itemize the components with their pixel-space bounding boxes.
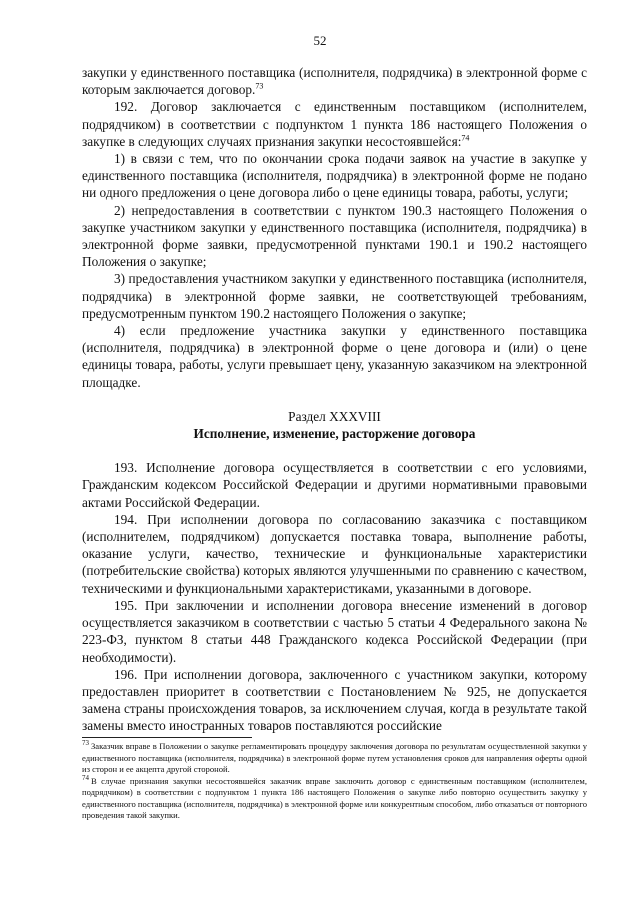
- footnote-74-number: 74: [82, 773, 89, 782]
- clause-192-item-1: 1) в связи с тем, что по окончании срока подачи заявок на участие в закупке у единственного поставщика (исполнителя, подрядчика) в электронной форме не подано ни одного предложения о цене договора либо о цене единицы товара, работы, услуги;: [82, 151, 587, 201]
- clause-195: 195. При заключении и исполнении договора внесение изменений в договор осуществляется заказчиком в соответствии с частью 5 статьи 4 Федерального закона № 223-ФЗ, пунктом 8 статьи 448 Гражданского кодекса Российской Федерации (при необходимости).: [82, 597, 587, 665]
- document-body: [82, 64, 587, 735]
- clause-192: [82, 98, 587, 150]
- footnote-ref-74: 74: [461, 133, 470, 143]
- section-heading: [82, 408, 587, 442]
- clause-192-item-2: 2) непредоставления в соответствии с пунктом 190.3 настоящего Положения о закупке участником закупки у единственного поставщика (исполнителя, подрядчика) в электронной форме заявки, предусмотренной пунктами 190.1 и 190.2 настоящего Положения о закупке;: [82, 202, 587, 270]
- intro-text: закупки у единственного поставщика (исполнителя, подрядчика) в электронной форме с которым заключается договор.: [82, 65, 587, 98]
- section-title: Раздел XXXVIII: [288, 408, 381, 424]
- section-subtitle: Исполнение, изменение, расторжение договора: [193, 426, 476, 442]
- footnote-74: [82, 773, 587, 822]
- footnotes: [82, 741, 587, 822]
- footnote-divider: [82, 737, 252, 738]
- clause-192-text: 192. Договор заключается с единственным поставщиком (исполнителем, подрядчиком) в соответствии с подпунктом 1 пункта 186 настоящего Положения о закупке в следующих случаях признания закупки несостоявшейся:: [82, 99, 587, 149]
- footnote-73-number: 73: [82, 739, 89, 748]
- page-number: 52: [313, 33, 327, 48]
- clause-193: 193. Исполнение договора осуществляется в соответствии с его условиями, Гражданским кодексом Российской Федерации и другими нормативными правовыми актами Российской Федерации.: [82, 460, 587, 510]
- footnote-ref-73: 73: [255, 81, 264, 91]
- intro-paragraph: [82, 64, 587, 98]
- clause-192-item-4: 4) если предложение участника закупки у единственного поставщика (исполнителя, подрядчика) в электронной форме о цене договора и (или) о цене единицы товара, работы, услуги превышает цену, указанную заказчиком на электронной площадке.: [82, 323, 587, 390]
- clause-194: 194. При исполнении договора по согласованию заказчика с поставщиком (исполнителем, подрядчиком) допускается поставка товара, выполнение работы, оказание услуги, качество, технические и функциональные характеристики (потребительские свойства) которых являются улучшенными по сравнению с качеством, техническими и функциональными характеристиками, указанными в договоре.: [82, 511, 587, 596]
- footnote-73: [82, 741, 587, 776]
- footnote-73-text: Заказчик вправе в Положении о закупке регламентировать процедуру заключения договора по результатам осуществленной закупки у единственного поставщика (исполнителя, подрядчика) в электронной форме путем установления сроков для направления оферты одной из сторон и ее акцепта другой стороной.: [82, 741, 587, 774]
- clause-192-item-3: 3) предоставления участником закупки у единственного поставщика (исполнителя, подрядчика) в электронной форме заявки, не соответствующей требованиям, предусмотренным пунктом 190.2 настоящего Положения о закупке;: [82, 271, 587, 321]
- footnote-74-text: В случае признания закупки несостоявшейся заказчик вправе заключить договор с единственным поставщиком (исполнителем, подрядчиком) в соответствии с подпунктом 1 пункта 186 настоящего Положения о закупке либо повторно осуществить закупку у единственного поставщика (исполнителя, подрядчика) в электронной форме или конкурентным способом, либо отказаться от повторного проведения такой закупки.: [82, 775, 587, 820]
- clause-196: 196. При исполнении договора, заключенного с участником закупки, которому предоставлен приоритет в соответствии с Постановлением № 925, не допускается замена страны происхождения товаров, за исключением случая, когда в результате такой замены вместо иностранных товаров поставляются российские: [82, 666, 587, 734]
